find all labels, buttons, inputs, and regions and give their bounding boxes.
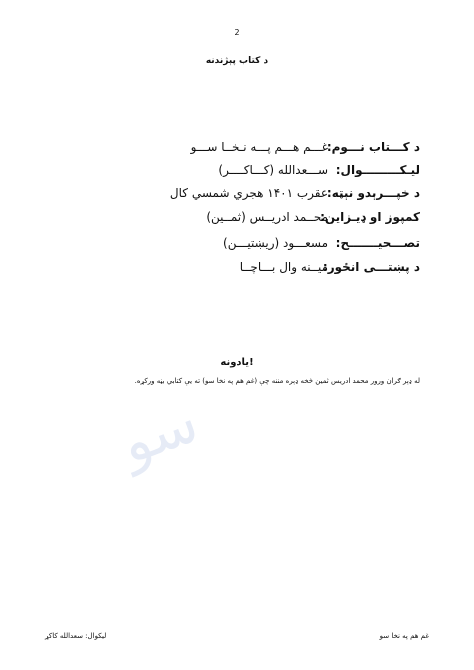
footer-author: ليكوال: سعدالله كاكړ	[45, 632, 107, 640]
cover-image-row	[60, 260, 420, 280]
svg-text:سو: سو	[112, 390, 207, 478]
author-value: ســـعدالله (كـــاكــــر)	[218, 163, 328, 177]
design-label: كمپوز او ډيـزاين:	[320, 210, 420, 224]
author-row	[60, 163, 420, 183]
book-title-label: د كـــتاب نـــوم:	[326, 140, 420, 154]
publish-date-row	[60, 186, 420, 206]
note-text: له ډېر ګران ورور محمد ادريس ثمين څخه ډېره مننه چې (غم هم په نخا سو) ته يې كتابي بڼه وركړه.	[134, 377, 420, 385]
cover-image-value: ميــنه وال بـــاچــا	[239, 260, 328, 274]
proofreading-row	[60, 236, 420, 256]
proofreading-value: مسعـــود (ريښتيـــن)	[223, 236, 328, 250]
design-value: محــمد ادريــس (ثمــين)	[206, 210, 328, 224]
publish-date-label: د خپـــرېدو نېټه:	[326, 186, 420, 200]
design-row	[60, 210, 420, 230]
book-title-row	[60, 140, 420, 160]
watermark-logo	[79, 369, 241, 501]
proofreading-label: تصـــحيـــــــح:	[335, 236, 420, 250]
note-heading: يادونه!	[220, 357, 254, 368]
page-number: 2	[234, 28, 240, 37]
publish-date-value: عقرب ۱۴۰۱ هجري شمسي كال	[169, 186, 328, 200]
cover-image-label: د پښتـــى انځور:	[322, 260, 420, 274]
author-label: ليـكـــــــــوال:	[335, 163, 420, 177]
footer-book-title: غم هم په نخا سو	[379, 632, 429, 640]
book-title-value: غـــم هـــم پـــه نـخــا ســـو	[190, 140, 328, 154]
page-title: د كتاب پېژندنه	[205, 56, 269, 66]
